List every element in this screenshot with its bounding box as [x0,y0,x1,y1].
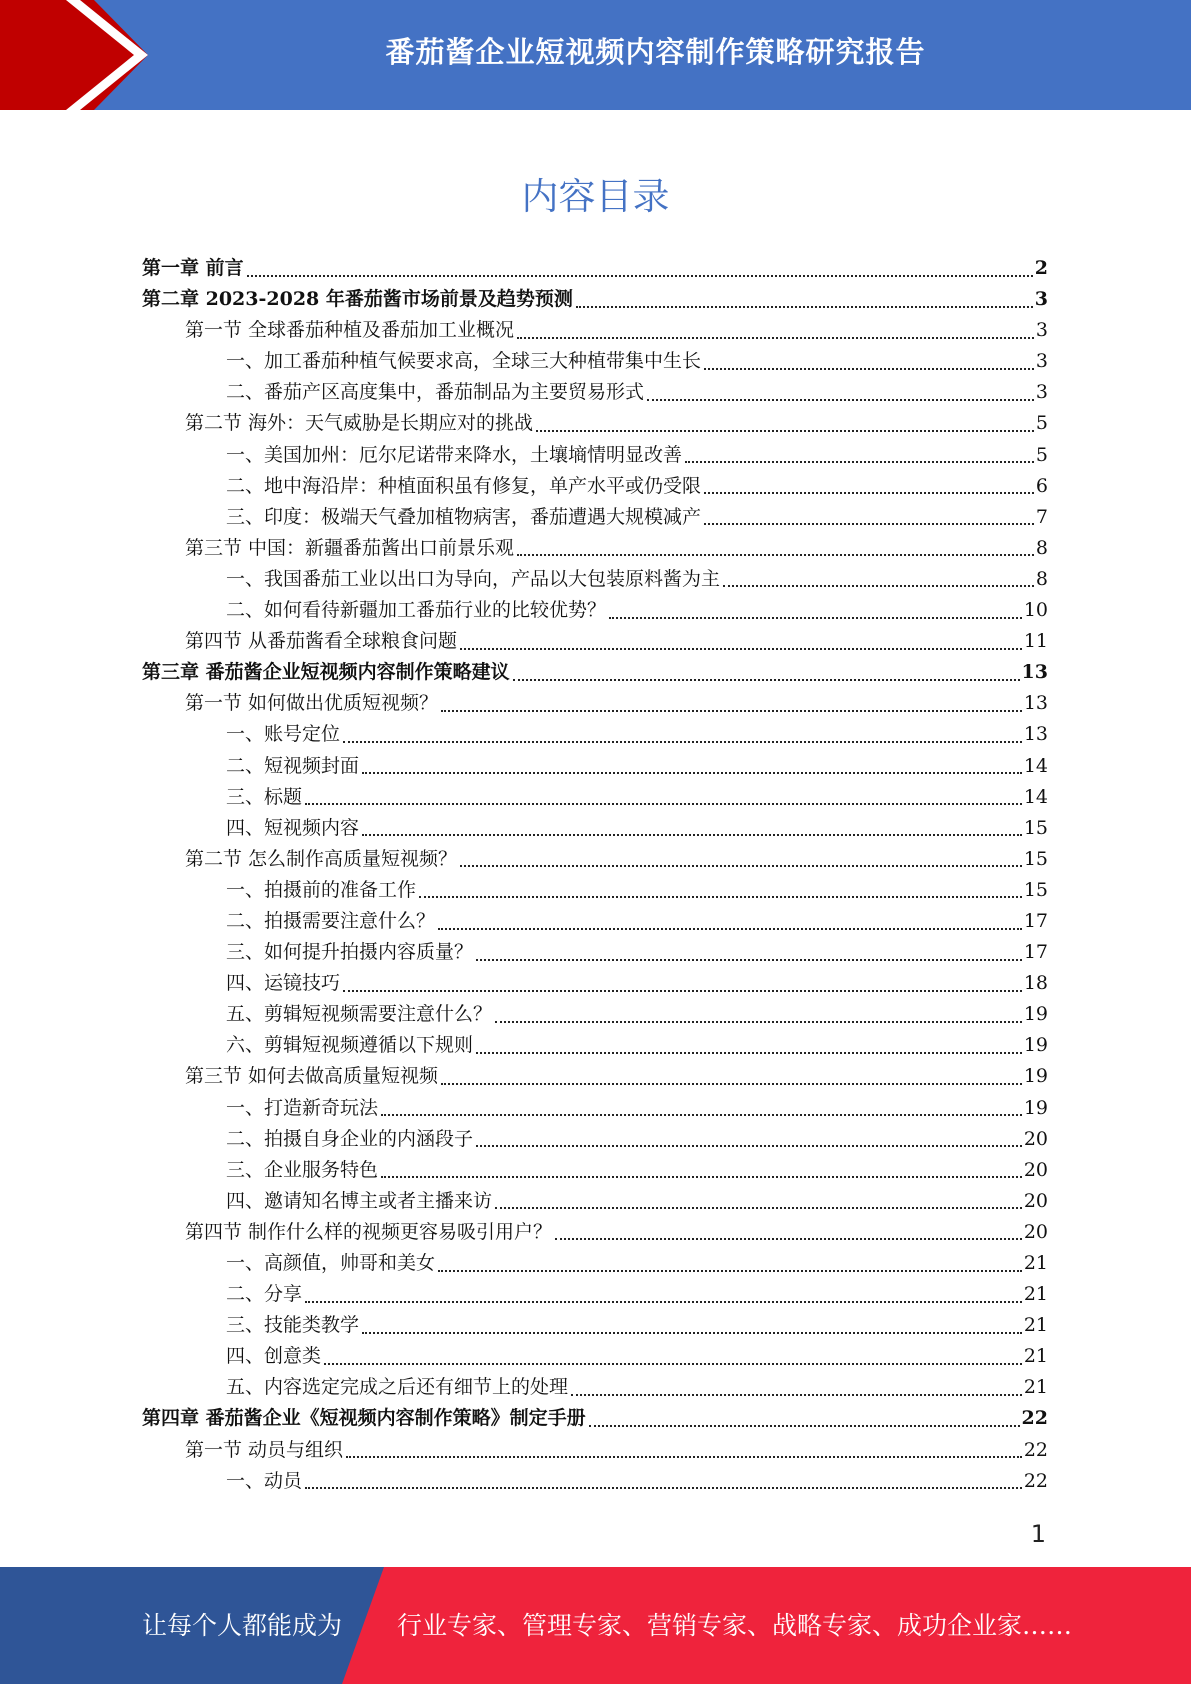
dot-leader [685,461,1034,463]
toc-entry-page: 19 [1023,1003,1048,1026]
toc-entry-page: 21 [1023,1314,1048,1337]
header-banner [0,0,1191,110]
toc-entry-label: 六、剪辑短视频遵循以下规则 [226,1034,474,1057]
toc-entry[interactable] [142,377,1048,408]
dot-leader [536,430,1034,432]
toc-entry[interactable] [142,719,1048,750]
toc-entry-label: 二、拍摄需要注意什么？ [226,909,436,932]
toc-entry-label: 一、高颜值，帅哥和美女 [226,1252,436,1274]
toc-entry-page: 11 [1023,630,1048,653]
dot-leader [362,834,1022,836]
toc-entry-page: 10 [1023,599,1048,622]
toc-entry[interactable] [142,1372,1048,1403]
toc-entry-label: 二、如何看待新疆加工番茄行业的比较优势？ [226,599,607,622]
toc-entry-label: 第二节 怎么制作高质量短视频？ [185,847,458,870]
toc-entry-page: 3 [1035,381,1048,404]
toc-entry-label: 第一章 前言 [142,257,244,279]
toc-entry[interactable] [142,1310,1048,1341]
toc-entry-page: 8 [1035,536,1048,559]
dot-leader [517,554,1034,556]
dot-leader [438,1270,1022,1272]
toc-entry-label: 二、地中海沿岸：种植面积虽有修复，单产水平或仍受限 [226,474,702,497]
toc-entry-page: 8 [1035,567,1048,590]
toc-entry-page: 18 [1023,972,1048,995]
toc-entry-label: 第二节 海外：天气威胁是长期应对的挑战 [185,412,534,435]
header-red-arrow-shape [0,0,148,110]
toc-entry[interactable] [142,1124,1048,1155]
dot-leader [381,1176,1022,1178]
toc-entry-label: 一、账号定位 [226,723,341,746]
toc-entry-label: 第四节 制作什么样的视频更容易吸引用户？ [185,1220,553,1243]
footer-slogan-left: 让每个人都能成为 [142,1611,343,1640]
dot-leader [571,1394,1022,1396]
dot-leader [589,1425,1020,1427]
dot-leader [723,585,1034,587]
toc-entry-page: 13 [1021,661,1048,684]
toc-entry[interactable] [142,564,1048,595]
toc-entry-page: 14 [1023,785,1048,808]
footer-banner [0,1567,1191,1684]
toc-entry[interactable] [142,1435,1048,1466]
toc-entry[interactable] [142,1466,1048,1497]
toc-entry-page: 22 [1023,1438,1048,1461]
toc-entry-page: 6 [1035,474,1048,497]
toc-entry-label: 三、技能类教学 [226,1314,360,1337]
dot-leader [647,399,1034,401]
toc-entry-page: 15 [1023,878,1048,901]
dot-leader [704,368,1034,370]
toc-entry-page: 3 [1035,350,1048,373]
toc-heading: 内容目录 [521,175,670,218]
toc-entry[interactable] [142,595,1048,626]
toc-entry[interactable] [142,1030,1048,1061]
toc-entry-label: 第四章 番茄酱企业《短视频内容制作策略》制定手册 [142,1407,586,1430]
toc-entry-label: 第三节 如何去做高质量短视频 [185,1065,439,1088]
toc-entry-page: 20 [1023,1127,1048,1150]
toc-entry-page: 5 [1035,443,1048,466]
toc-entry[interactable] [142,315,1048,346]
toc-entry-page: 20 [1023,1189,1048,1212]
toc-entry-page: 13 [1023,723,1048,746]
toc-entry-page: 22 [1023,1469,1048,1492]
dot-leader [576,306,1033,308]
toc-entry-label: 第一节 如何做出优质短视频？ [185,692,439,715]
toc-entry-page: 17 [1023,909,1048,932]
toc-entry[interactable] [142,844,1048,875]
toc-entry[interactable] [142,1279,1048,1310]
dot-leader [495,1207,1022,1209]
toc-entry-label: 第一节 全球番茄种植及番茄加工业概况 [185,319,515,342]
toc-entry[interactable] [142,1403,1048,1434]
toc-entry[interactable] [142,968,1048,999]
dot-leader [476,959,1022,961]
toc-entry-label: 三、印度：极端天气叠加植物病害，番茄遭遇大规模减产 [226,505,702,528]
toc-entry-page: 5 [1035,412,1048,435]
dot-leader [362,1332,1022,1334]
toc-entry-page: 3 [1034,288,1048,311]
toc-entry[interactable] [142,346,1048,377]
toc-entry-label: 二、番茄产区高度集中，番茄制品为主要贸易形式 [226,381,645,404]
toc-entry-label: 一、打造新奇玩法 [226,1096,379,1119]
dot-leader [476,1052,1022,1054]
dot-leader [555,1238,1022,1240]
toc-entry-page: 14 [1023,754,1048,777]
dot-leader [460,648,1022,650]
toc-entry[interactable] [142,440,1048,471]
toc-entry-page: 17 [1023,941,1048,964]
toc-entry-page: 3 [1035,319,1048,342]
dot-leader [346,1456,1022,1458]
toc-entry-page: 20 [1023,1158,1048,1181]
dot-leader [476,1145,1022,1147]
toc-entry-label: 第三节 中国：新疆番茄酱出口前景乐观 [185,536,515,559]
dot-leader [441,1083,1022,1085]
toc-entry-page: 19 [1023,1096,1048,1119]
dot-leader [305,1301,1022,1303]
toc-entry[interactable] [142,751,1048,782]
toc-entry-label: 二、短视频封面 [226,754,360,777]
toc-entry-label: 五、剪辑短视频需要注意什么？ [226,1003,493,1026]
toc-entry-page: 15 [1023,816,1048,839]
toc-entry[interactable] [142,1155,1048,1186]
toc-entry[interactable] [142,533,1048,564]
toc-entry-page: 21 [1023,1345,1048,1368]
toc-entry-page: 2 [1034,257,1048,279]
toc-entry-label: 三、企业服务特色 [226,1158,379,1181]
toc-entry-page: 19 [1023,1065,1048,1088]
dot-leader [495,1021,1022,1023]
toc-entry-label: 第三章 番茄酱企业短视频内容制作策略建议 [142,661,510,684]
toc-entry[interactable] [142,1093,1048,1124]
toc-entry-label: 三、标题 [226,785,303,808]
toc-entry-label: 第二章 2023-2028 年番茄酱市场前景及趋势预测 [142,288,573,311]
dot-leader [343,990,1022,992]
toc-entry-page: 21 [1023,1376,1048,1399]
toc-entry-page: 15 [1023,847,1048,870]
dot-leader [609,617,1022,619]
toc-entry[interactable] [142,782,1048,813]
toc-entry[interactable] [142,1186,1048,1217]
dot-leader [324,1363,1022,1365]
page-number: 1 [1030,1520,1046,1548]
toc-entry-label: 一、拍摄前的准备工作 [226,878,417,901]
toc-entry-page: 7 [1035,505,1048,528]
dot-leader [513,679,1020,681]
toc-entry[interactable] [142,502,1048,533]
toc-entry-label: 第四节 从番茄酱看全球粮食问题 [185,630,458,653]
dot-leader [438,928,1022,930]
toc-entry-label: 二、分享 [226,1283,303,1306]
toc-entry-page: 21 [1023,1252,1048,1274]
toc-entry[interactable] [142,688,1048,719]
dot-leader [460,865,1022,867]
toc-entry[interactable] [142,875,1048,906]
toc-entry-page: 13 [1023,692,1048,715]
toc-entry-label: 第一节 动员与组织 [185,1438,344,1461]
dot-leader [381,1114,1022,1116]
dot-leader [343,741,1022,743]
toc-entry[interactable] [142,626,1048,657]
dot-leader [704,523,1034,525]
dot-leader [704,492,1034,494]
dot-leader [362,772,1022,774]
dot-leader [305,803,1022,805]
toc-entry[interactable] [142,1217,1048,1248]
toc-entry[interactable] [142,253,1048,284]
toc-entry-label: 四、运镜技巧 [226,972,341,995]
toc-entry-label: 一、美国加州：厄尔尼诺带来降水，土壤墒情明显改善 [226,443,683,466]
toc-entry[interactable] [142,906,1048,937]
toc-entry[interactable] [142,813,1048,844]
toc-entry[interactable] [142,284,1048,315]
toc-entry-page: 21 [1023,1283,1048,1306]
toc-entry-page: 22 [1021,1407,1048,1430]
toc-entry-label: 三、如何提升拍摄内容质量？ [226,941,474,964]
toc-entry[interactable] [142,408,1048,439]
table-of-contents [142,253,1048,1497]
toc-entry[interactable] [142,657,1048,688]
footer-slogan-right: 行业专家、管理专家、营销专家、战略专家、成功企业家…… [397,1611,1073,1640]
dot-leader [247,275,1033,277]
toc-entry-label: 四、短视频内容 [226,816,360,839]
toc-entry-label: 四、创意类 [226,1345,322,1368]
dot-leader [305,1487,1022,1489]
toc-entry-label: 四、邀请知名博主或者主播来访 [226,1189,493,1212]
toc-entry[interactable] [142,937,1048,968]
dot-leader [419,896,1022,898]
toc-entry[interactable] [142,1248,1048,1279]
toc-entry-label: 二、拍摄自身企业的内涵段子 [226,1127,474,1150]
toc-entry-page: 19 [1023,1034,1048,1057]
dot-leader [517,337,1034,339]
toc-entry-label: 五、内容选定完成之后还有细节上的处理 [226,1376,569,1399]
toc-entry[interactable] [142,999,1048,1030]
dot-leader [441,710,1022,712]
toc-entry[interactable] [142,1341,1048,1372]
toc-entry[interactable] [142,1061,1048,1092]
report-title: 番茄酱企业短视频内容制作策略研究报告 [385,35,926,69]
toc-entry-page: 20 [1023,1220,1048,1243]
toc-entry[interactable] [142,471,1048,502]
toc-entry-label: 一、加工番茄种植气候要求高，全球三大种植带集中生长 [226,350,702,373]
toc-entry-label: 一、我国番茄工业以出口为导向，产品以大包装原料酱为主 [226,567,721,590]
toc-entry-label: 一、动员 [226,1469,303,1492]
